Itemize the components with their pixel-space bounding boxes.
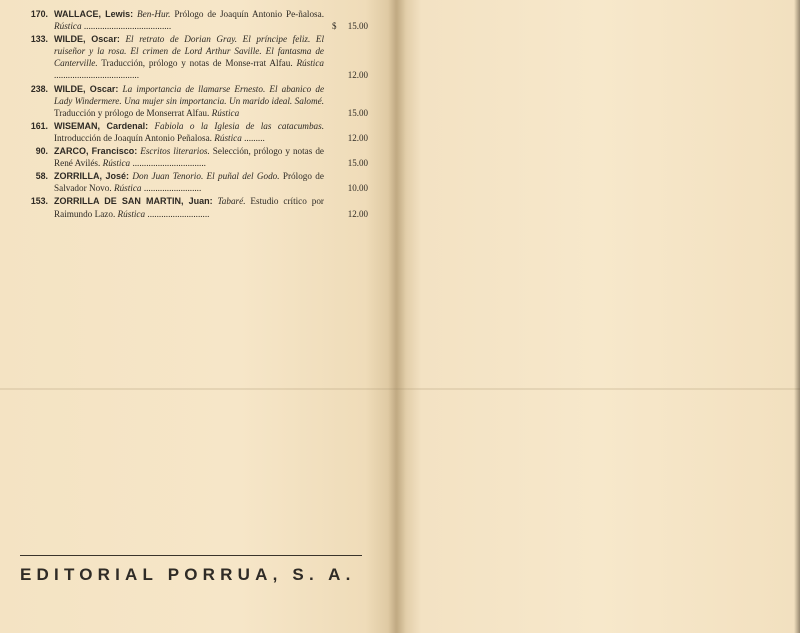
entry-text: ..................................... (54, 70, 139, 81)
catalog-entry (18, 195, 370, 219)
entry-number: 133. (30, 34, 48, 45)
entry-description (54, 8, 324, 32)
entry-text: Traducción, prólogo y notas de Monse-rrat Alfau. (97, 58, 297, 69)
entry-author: ZORRILLA, José: (54, 171, 130, 182)
entry-price: 15.00 (347, 158, 368, 169)
catalog-entry (18, 83, 370, 119)
entry-number: 170. (30, 9, 48, 19)
entry-text: Estudio crítico por Raimundo Lazo. (54, 196, 324, 219)
entry-italic-text: Tabaré. (217, 196, 246, 207)
book-spine (388, 0, 406, 633)
catalog-entry (18, 8, 370, 32)
entry-italic-text: Rústica (214, 132, 242, 143)
entry-text: ........................... (145, 208, 210, 219)
entry-description (54, 195, 324, 219)
entry-italic-text: Fabiola o la Iglesia de las catacumbas. (154, 120, 324, 131)
entry-italic-text: Rústica (102, 158, 131, 169)
entry-italic-text: Ben-Hur. (137, 9, 171, 19)
page-edge (794, 0, 800, 633)
entry-author: ZARCO, Francisco: (54, 146, 138, 157)
entry-price: 15.00 (347, 107, 368, 118)
entry-text: ................................ (130, 158, 206, 169)
entry-number: 161. (30, 120, 48, 131)
entry-description (54, 145, 324, 169)
catalog-entry (18, 170, 370, 194)
catalog-entry (18, 120, 370, 144)
catalog-entry (18, 33, 370, 81)
catalog-entry (18, 145, 370, 169)
entry-author: WILDE, Oscar: (54, 83, 119, 94)
catalog-list (18, 8, 370, 221)
entry-author: WALLACE, Lewis: (54, 9, 134, 19)
entry-text: Introducción de Joaquín Antonio Peñalosa. (54, 132, 215, 143)
entry-price: 12.00 (347, 132, 368, 143)
entry-text: Prólogo de Joaquín Antonio Pe-ñalosa. (170, 9, 324, 19)
right-page (397, 0, 800, 633)
entry-author: WILDE, Oscar: (54, 34, 120, 45)
entry-text: ......................... (141, 183, 202, 194)
entry-italic-text: Rústica (113, 183, 142, 194)
entry-italic-text: Don Juan Tenorio. El puñal del Godo. (132, 171, 280, 182)
entry-italic-text: Rústica (211, 107, 240, 118)
entry-description (54, 170, 324, 194)
entry-italic-text: Rústica (117, 208, 146, 219)
entry-italic-text: El retrato de Dorian Gray. El príncipe feliz. El ruiseñor y la rosa. El crimen de Lord Arthur Saville. El fantasma de Canterville. (54, 34, 325, 69)
publisher-divider (20, 555, 362, 556)
entry-price: 12.00 (347, 208, 368, 219)
currency-symbol: $ (332, 21, 337, 32)
entry-italic-text: Rústica (54, 21, 82, 32)
entry-price: 12.00 (347, 70, 368, 81)
entry-description (54, 83, 324, 119)
publisher-name: EDITORIAL PORRUA, S. A. (20, 565, 356, 584)
entry-author: ZORRILLA DE SAN MARTIN, Juan: (54, 196, 213, 207)
entry-text: Traducción y prólogo de Monserrat Alfau. (54, 107, 212, 118)
entry-italic-text: Rústica (296, 58, 324, 69)
entry-italic-text: La importancia de llamarse Ernesto. El abanico de Lady Windermere. Una mujer sin importancia. Un marido ideal. Salomé. (54, 83, 325, 106)
entry-description (54, 120, 324, 144)
entry-text: ......... (241, 132, 265, 143)
entry-number: 238. (30, 83, 48, 94)
entry-text: Selección, prólogo y notas de René Avilés. (54, 146, 324, 169)
entry-number: 153. (30, 196, 48, 207)
entry-number: 58. (35, 171, 48, 182)
entry-text: Prólogo de Salvador Novo. (54, 171, 324, 194)
entry-price: 15.00 (347, 21, 368, 32)
entry-description (54, 33, 324, 81)
entry-number: 90. (35, 146, 48, 157)
entry-author: WISEMAN, Cardenal: (54, 120, 149, 131)
entry-italic-text: Escritos literarios. (140, 146, 210, 157)
entry-text: ...................................... (81, 21, 172, 32)
entry-price: 10.00 (347, 183, 368, 194)
